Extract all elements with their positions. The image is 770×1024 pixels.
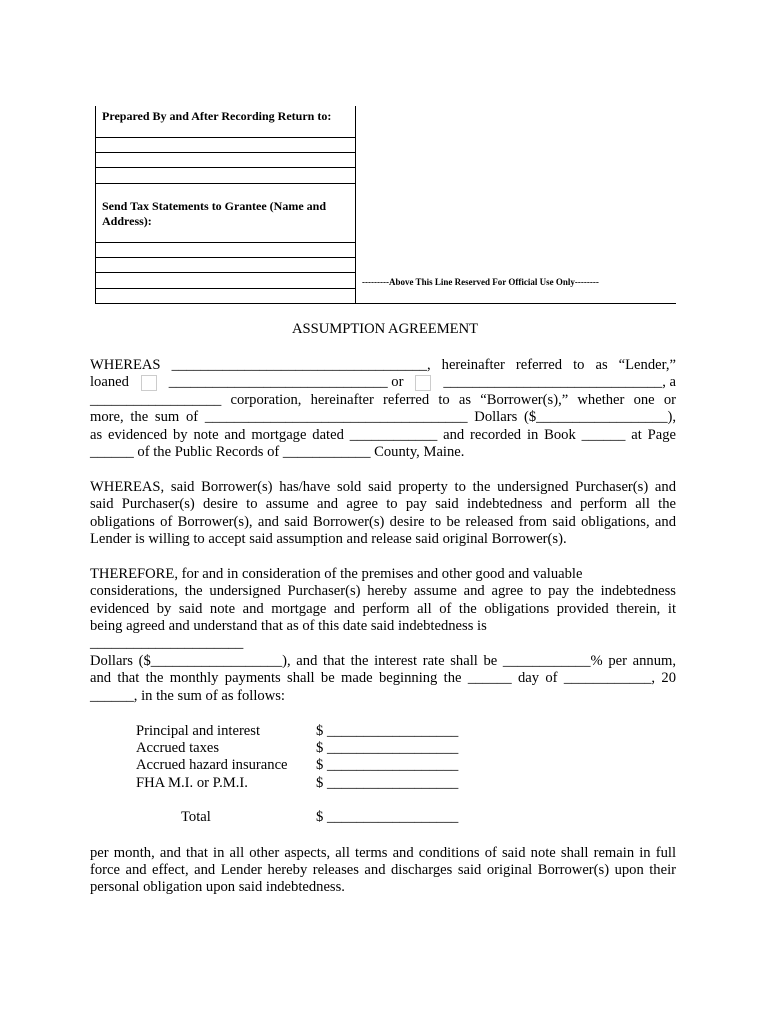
return-line-2[interactable] bbox=[95, 152, 355, 153]
payment-label: Accrued hazard insurance bbox=[136, 757, 288, 773]
send-tax-label-2: Address): bbox=[102, 214, 152, 228]
payment-field[interactable]: $ __________________ bbox=[316, 740, 459, 756]
para4-line: personal obligation upon said indebtedness. bbox=[90, 879, 345, 895]
para2-line: WHEREAS, said Borrower(s) has/have sold said property to the undersigned Purchaser(s) and bbox=[90, 479, 676, 495]
para1-line: ______ of the Public Records of ____________ County, Maine. bbox=[90, 444, 465, 460]
official-use-line bbox=[95, 303, 676, 304]
grantee-line-1[interactable] bbox=[95, 242, 355, 243]
para1-line: more, the sum of ____________________________________ Dollars ($__________________), bbox=[90, 409, 676, 425]
para3-line: being agreed and understand that as of this date said indebtedness is bbox=[90, 618, 487, 634]
para4-line: force and effect, and Lender hereby releases and discharges said original Borrower(s) upon their bbox=[90, 862, 676, 878]
para1-line: __________________ corporation, hereinafter referred to as “Borrower(s),” whether one or bbox=[90, 392, 676, 408]
indebtedness-field[interactable]: _____________________ bbox=[90, 635, 244, 651]
para3-line: considerations, the undersigned Purchaser(s) hereby assume and agree to pay the indebtedness bbox=[90, 583, 676, 599]
borrower-name-field[interactable]: ______________________________, a bbox=[443, 374, 676, 390]
para2-line: said Purchaser(s) desire to assume and agree to pay said indebtedness and perform all the bbox=[90, 496, 676, 512]
payment-field[interactable]: $ __________________ bbox=[316, 757, 459, 773]
payment-field[interactable]: $ __________________ bbox=[316, 775, 459, 791]
total-field[interactable]: $ __________________ bbox=[316, 809, 459, 825]
para3-line: THEREFORE, for and in consideration of the premises and other good and valuable bbox=[90, 566, 583, 582]
payment-field[interactable]: $ __________________ bbox=[316, 723, 459, 739]
box-divider bbox=[355, 106, 356, 303]
para3-line: evidenced by said note and mortgage and perform all of the obligations provided therein, it bbox=[90, 601, 676, 617]
para2-line: Lender is willing to accept said assumption and release said original Borrower(s). bbox=[90, 531, 567, 547]
para3-line: and that the monthly payments shall be made beginning the ______ day of ____________, 20 bbox=[90, 670, 676, 686]
loaned-name-field[interactable]: ______________________________ or bbox=[168, 374, 404, 390]
para1-line bbox=[90, 374, 676, 391]
return-line-3[interactable] bbox=[95, 167, 355, 168]
grantee-line-2[interactable] bbox=[95, 257, 355, 258]
para4-line: per month, and that in all other aspects, all terms and conditions of said note shall remain in full bbox=[90, 845, 676, 861]
para3-line: Dollars ($__________________), and that the interest rate shall be ____________% per annum, bbox=[90, 653, 676, 669]
payment-label: Accrued taxes bbox=[136, 740, 220, 756]
corporation-checkbox[interactable] bbox=[415, 375, 431, 391]
return-line-1[interactable] bbox=[95, 137, 355, 138]
individual-checkbox[interactable] bbox=[141, 375, 157, 391]
para1-line: WHEREAS ___________________________________, hereinafter referred to as “Lender,” bbox=[90, 357, 676, 373]
para2-line: obligations of Borrower(s), and said Borrower(s) desire to be released from said obligations, and bbox=[90, 514, 676, 530]
loaned-text: loaned bbox=[90, 374, 129, 390]
send-tax-label-1: Send Tax Statements to Grantee (Name and bbox=[102, 199, 326, 213]
prepared-by-label: Prepared By and After Recording Return to: bbox=[102, 109, 332, 123]
section-divider bbox=[95, 183, 355, 184]
document-title: ASSUMPTION AGREEMENT bbox=[291, 321, 479, 337]
box-left-border bbox=[95, 106, 96, 303]
total-label: Total bbox=[181, 809, 211, 825]
official-use-note: ---------Above This Line Reserved For Official Use Only-------- bbox=[362, 277, 599, 287]
para3-line: ______, in the sum of as follows: bbox=[90, 688, 285, 704]
payment-label: Principal and interest bbox=[136, 723, 261, 739]
grantee-line-4[interactable] bbox=[95, 288, 355, 289]
grantee-line-3[interactable] bbox=[95, 272, 355, 273]
para1-line: as evidenced by note and mortgage dated ____________ and recorded in Book ______ at Page bbox=[90, 427, 676, 443]
payment-label: FHA M.I. or P.M.I. bbox=[136, 775, 248, 791]
